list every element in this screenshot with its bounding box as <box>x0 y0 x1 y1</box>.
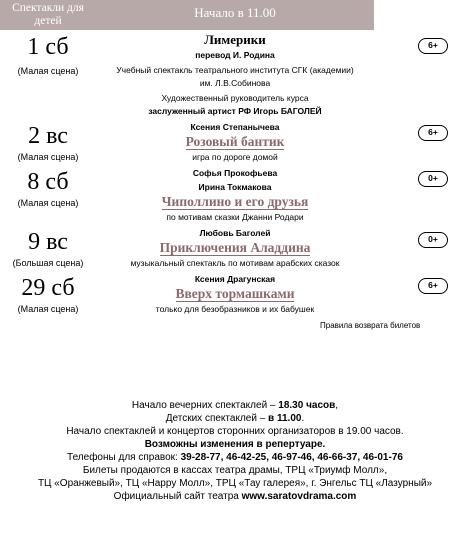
event-translator: перевод И. Родина <box>195 50 275 60</box>
event-title-link[interactable]: Чиполлино и его друзья <box>161 194 309 209</box>
event-description: Учебный спектакль театрального института СГК (академии) <box>116 65 354 75</box>
footer-evening-start: Начало вечерних спектаклей – 18.30 часов, <box>131 400 339 411</box>
age-rating-badge: 0+ <box>418 171 448 187</box>
age-rating-badge: 6+ <box>418 38 448 54</box>
age-rating-badge: 0+ <box>418 232 448 248</box>
event-scene: (Малая сцена) <box>17 198 79 208</box>
header-start-time: Начало в 11.00 <box>96 0 374 30</box>
footer-external-start: Начало спектаклей и концертов сторонних организаторов в 19.00 часов. <box>66 426 404 437</box>
event-title-link[interactable]: Приключения Аладдина <box>159 240 311 255</box>
event-title-link[interactable]: Розовый бантик <box>185 134 285 149</box>
event-description: заслуженный артист РФ Игорь БАГОЛЕЙ <box>148 106 322 116</box>
event-description: Художественный руководитель курса <box>161 93 309 103</box>
event-title: Лимерики <box>204 32 266 47</box>
event-scene: (Большая сцена) <box>12 258 84 268</box>
ticket-return-rules-link[interactable]: Правила возврата билетов <box>320 321 421 330</box>
event-author: Софья Прокофьева <box>192 168 278 178</box>
event-description: им. Л.В.Собинова <box>199 78 271 88</box>
footer-children-start: Детских спектаклей – в 11.00. <box>165 413 305 424</box>
footer-repertoire-notice: Возможны изменения в репертуаре. <box>144 439 326 450</box>
event-description: игра по дороге домой <box>192 152 278 162</box>
event-date: 9 вс <box>28 229 68 255</box>
event-author: Любовь Баголей <box>199 228 271 238</box>
footer-ticket-sales-locations: ТЦ «Оранжевый», ТЦ «Happy Молл», ТРЦ «Тау галерея», г. Энгельс ТЦ «Лазурный» <box>37 478 433 489</box>
event-author: Ксения Степанычева <box>190 122 280 132</box>
age-rating-badge: 6+ <box>418 125 448 141</box>
event-date: 1 сб <box>27 34 69 60</box>
event-scene: (Малая сцена) <box>17 152 79 162</box>
event-description: только для безобразников и их бабушек <box>155 304 315 314</box>
footer-website: Официальный сайт театра www.saratovdrama.com <box>113 491 357 502</box>
website-link[interactable]: www.saratovdrama.com <box>241 491 357 502</box>
event-description: по мотивам сказки Джанни Родари <box>166 212 304 222</box>
event-scene: (Малая сцена) <box>17 304 79 314</box>
event-description: музыкальный спектакль по мотивам арабских сказок <box>130 258 340 268</box>
event-title-link[interactable]: Вверх тормашками <box>175 286 295 301</box>
event-author: Ирина Токмакова <box>198 182 272 192</box>
age-rating-badge: 6+ <box>418 278 448 294</box>
event-date: 2 вс <box>28 123 68 149</box>
event-date: 29 сб <box>21 275 75 301</box>
event-date: 8 сб <box>27 169 69 195</box>
event-scene: (Малая сцена) <box>17 66 79 76</box>
header-children-label: Спектакли для детей <box>0 0 96 30</box>
footer-phones: Телефоны для справок: 39-28-77, 46-42-25, 46-97-46, 46-66-37, 46-01-76 <box>67 452 403 463</box>
event-author: Ксения Драгунская <box>194 274 276 284</box>
footer-ticket-sales: Билеты продаются в кассах театра драмы, ТРЦ «Триумф Молл», <box>82 465 388 476</box>
